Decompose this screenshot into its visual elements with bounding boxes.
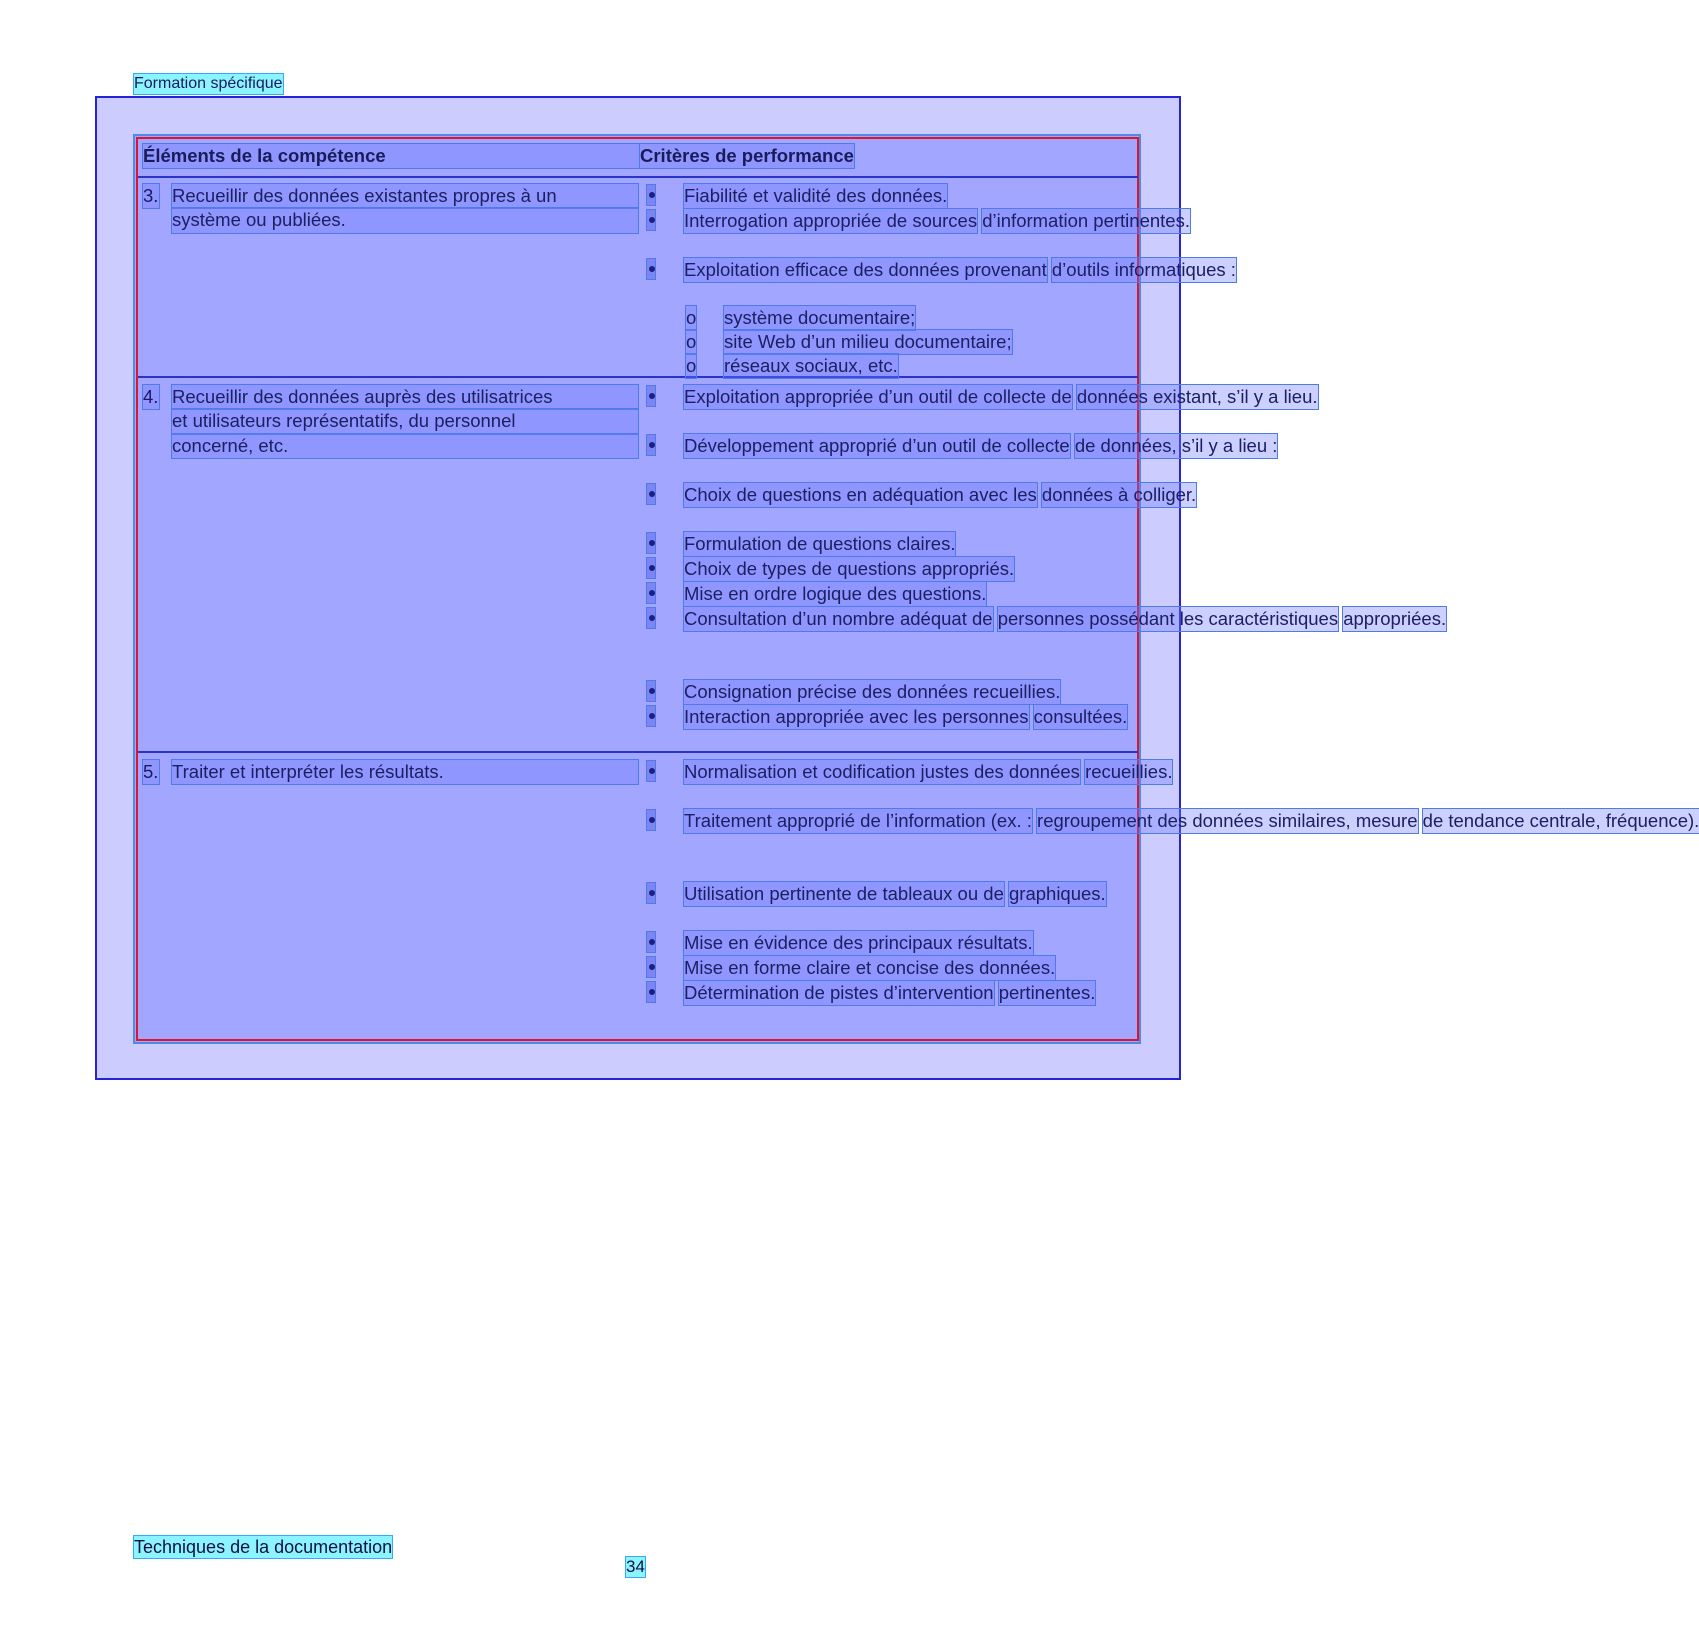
bullet-icon [646, 385, 656, 407]
criterion-line: Exploitation appropriée d’un outil de collecte de [684, 385, 1072, 409]
criterion-line: personnes possédant les caractéristiques [998, 607, 1338, 631]
bullet-icon [646, 607, 656, 629]
page-number: 34 [626, 1557, 645, 1576]
criterion-line: Fiabilité et validité des données. [684, 184, 947, 208]
page-footer: Techniques de la documentation [134, 1537, 393, 1557]
criterion-line: de données, s’il y a lieu : [1075, 434, 1278, 458]
bullet-icon [646, 483, 656, 505]
element-number: 3. [143, 184, 159, 208]
criterion-line: Choix de questions en adéquation avec les [684, 483, 1037, 507]
criterion-line: de tendance centrale, fréquence). [1423, 809, 1699, 833]
bullet-icon [646, 209, 656, 231]
element-text-line: système ou publiées. [172, 208, 638, 232]
criterion-line: Choix de types de questions appropriés. [684, 557, 1014, 581]
circle-bullet-icon: o [686, 330, 696, 354]
criterion-line: appropriées. [1343, 607, 1446, 631]
criterion-line: Mise en ordre logique des questions. [684, 582, 986, 606]
sub-item-text: site Web d’un milieu documentaire; [724, 330, 1012, 354]
element-text [172, 184, 638, 233]
bullet-icon [646, 882, 656, 904]
criterion-line: consultées. [1034, 705, 1128, 729]
criterion-line: recueillies. [1085, 760, 1172, 784]
element-text-line: Traiter et interpréter les résultats. [172, 760, 638, 784]
criterion-line: Consignation précise des données recueillies. [684, 680, 1060, 704]
circle-bullet-icon: o [686, 306, 696, 330]
element-text [172, 760, 638, 784]
sub-item-text: réseaux sociaux, etc. [724, 354, 898, 378]
criterion-line: Mise en évidence des principaux résultats. [684, 931, 1033, 955]
bullet-icon [646, 582, 656, 604]
bullet-icon [646, 705, 656, 727]
bullet-icon [646, 931, 656, 953]
criterion-line: Mise en forme claire et concise des données. [684, 956, 1055, 980]
criterion-line: Consultation d’un nombre adéquat de [684, 607, 993, 631]
criterion-line: Formulation de questions claires. [684, 532, 955, 556]
criterion-line: Normalisation et codification justes des données [684, 760, 1080, 784]
criterion-line: données existant, s’il y a lieu. [1077, 385, 1318, 409]
element-number: 4. [143, 385, 159, 409]
bullet-icon [646, 809, 656, 831]
header-divider [138, 176, 1138, 178]
criterion-line: Interrogation appropriée de sources [684, 209, 977, 233]
element-text-line: Recueillir des données auprès des utilisatrices [172, 385, 638, 409]
bullet-icon [646, 956, 656, 978]
criterion-line: Utilisation pertinente de tableaux ou de [684, 882, 1004, 906]
criterion-line: Traitement approprié de l’information (ex. : [684, 809, 1032, 833]
criterion-line: Détermination de pistes d’intervention [684, 981, 994, 1005]
bullet-icon [646, 981, 656, 1003]
criterion-line: pertinentes. [999, 981, 1096, 1005]
criterion-line: d’information pertinentes. [982, 209, 1190, 233]
bullet-icon [646, 434, 656, 456]
row-divider [138, 376, 1138, 378]
sub-item-text: système documentaire; [724, 306, 915, 330]
bullet-icon [646, 760, 656, 782]
criterion-line: données à colliger. [1042, 483, 1196, 507]
bullet-icon [646, 680, 656, 702]
bullet-icon [646, 184, 656, 206]
element-text-line: concerné, etc. [172, 434, 638, 458]
bullet-icon [646, 557, 656, 579]
circle-bullet-icon: o [686, 354, 696, 378]
element-text-line: Recueillir des données existantes propres à un [172, 184, 638, 208]
criterion-line: Exploitation efficace des données provenant [684, 258, 1047, 282]
element-text [172, 385, 638, 458]
criterion-line: Interaction appropriée avec les personnes [684, 705, 1029, 729]
element-number: 5. [143, 760, 159, 784]
criterion-line: Développement approprié d’un outil de collecte [684, 434, 1070, 458]
criterion-line: graphiques. [1009, 882, 1106, 906]
page-header: Formation spécifique [134, 75, 283, 92]
bullet-icon [646, 258, 656, 280]
criterion-line: d’outils informatiques : [1052, 258, 1236, 282]
criterion-line: regroupement des données similaires, mesure [1037, 809, 1417, 833]
element-text-line: et utilisateurs représentatifs, du personnel [172, 409, 638, 433]
column-header-criteria: Critères de performance [640, 145, 854, 166]
bullet-icon [646, 532, 656, 554]
column-header-elements: Éléments de la compétence [143, 144, 639, 168]
row-divider [138, 751, 1138, 753]
